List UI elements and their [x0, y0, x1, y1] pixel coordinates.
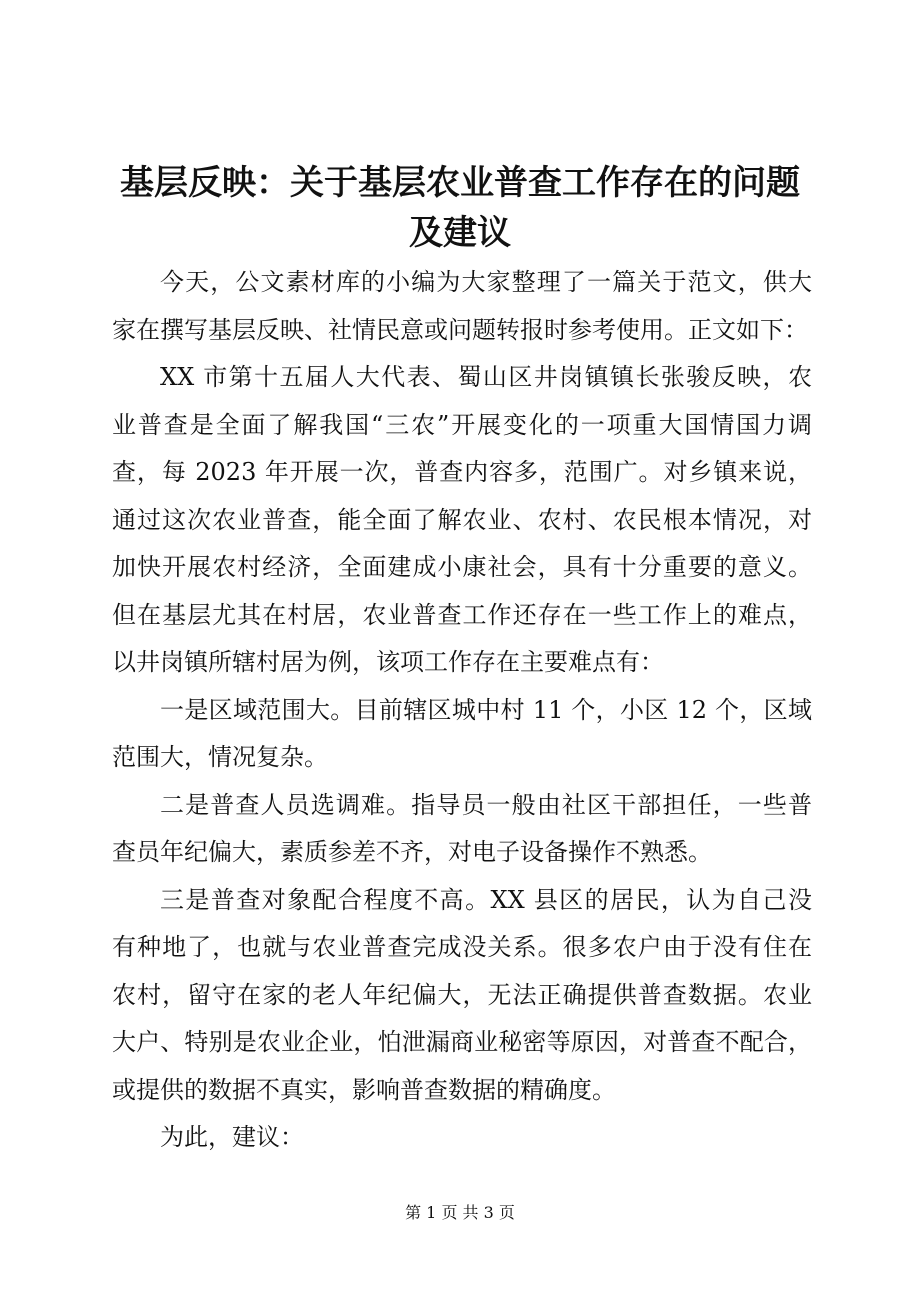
- text-line: 今天，公文素材库的小编为大家整理了一篇关于范文，供大: [160, 268, 812, 296]
- text-line: 查，每 2023 年开展一次，普查内容多，范围广。对乡镇来说，: [112, 458, 812, 486]
- paragraph: [112, 259, 812, 354]
- text-line: 三是普查对象配合程度不高。XX 县区的居民，认为自己没: [160, 885, 812, 914]
- text-line: 农村，留守在家的老人年纪偏大，无法正确提供普查数据。农业: [112, 980, 812, 1009]
- text-line: 或提供的数据不真实，影响普查数据的精确度。: [112, 1075, 616, 1104]
- title-line: 基层反映：关于基层农业普查工作存在的问题: [120, 163, 800, 203]
- text-line: 家在撰写基层反映、社情民意或问题转报时参考使用。正文如下：: [112, 315, 808, 344]
- text-line: 通过这次农业普查，能全面了解农业、农村、农民根本情况，对: [112, 505, 812, 534]
- paragraph: [112, 782, 812, 877]
- text-line: 加快开展农村经济，全面建成小康社会，具有十分重要的意义。: [112, 553, 812, 581]
- paragraph: [112, 1114, 812, 1162]
- text-line: 二是普查人员选调难。指导员一般由社区干部担任，一些普: [160, 790, 812, 819]
- title-line: 及建议: [409, 213, 511, 253]
- document-title: [60, 158, 860, 258]
- text-line: 以井岗镇所辖村居为例，该项工作存在主要难点有：: [112, 648, 664, 676]
- text-line: 范围大，情况复杂。: [112, 743, 328, 771]
- page-footer: 第 1 页 共 3 页: [405, 1203, 515, 1222]
- text-line: 一是区域范围大。目前辖区城中村 11 个，小区 12 个，区域: [160, 695, 812, 724]
- paragraph: [112, 877, 812, 1115]
- text-line: 大户、特别是农业企业，怕泄漏商业秘密等原因，对普查不配合，: [112, 1028, 812, 1056]
- text-line: 为此，建议：: [160, 1123, 304, 1151]
- text-line: 但在基层尤其在村居，农业普查工作还存在一些工作上的难点，: [112, 600, 812, 629]
- text-line: 查员年纪偏大，素质参差不齐，对电子设备操作不熟悉。: [112, 838, 712, 866]
- document-body: [112, 259, 812, 1162]
- text-line: 业普查是全面了解我国“三农”开展变化的一项重大国情国力调: [112, 410, 812, 439]
- text-line: XX 市第十五届人大代表、蜀山区井岗镇镇长张骏反映，农: [160, 363, 812, 391]
- paragraph: [112, 354, 812, 687]
- text-line: 有种地了，也就与农业普查完成没关系。很多农户由于没有住在: [112, 933, 812, 961]
- paragraph: [112, 687, 812, 782]
